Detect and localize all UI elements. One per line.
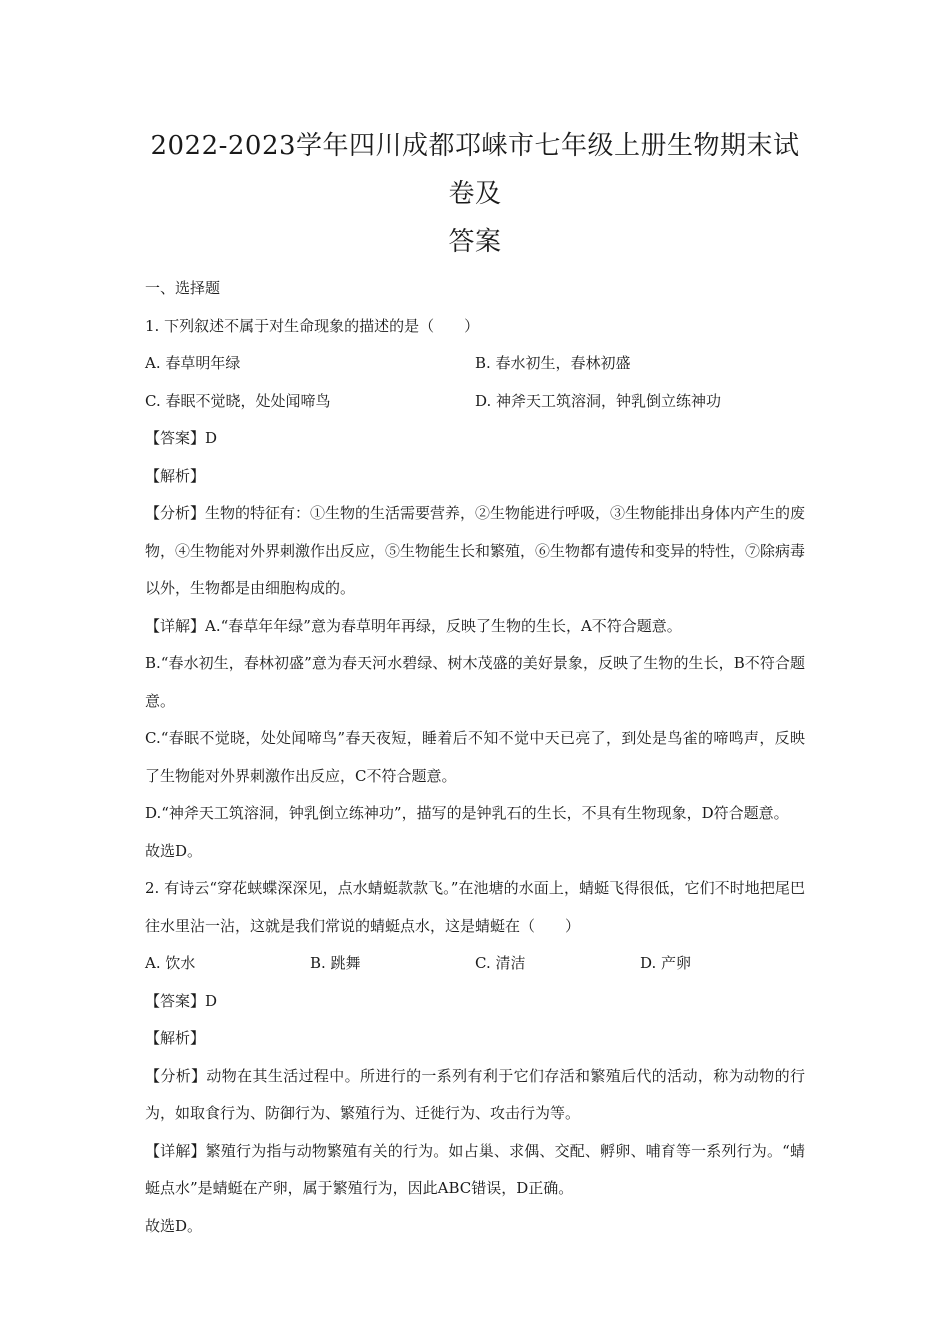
q2-option-a: A. 饮水 <box>145 954 196 972</box>
q1-option-d: D. 神斧天工筑溶洞，钟乳倒立练神功 <box>475 391 722 410</box>
q1-answer: 【答案】D <box>145 429 218 447</box>
title-line-1: 2022-2023学年四川成都邛崃市七年级上册生物期末试卷及 <box>150 131 800 209</box>
q2-analysis-heading: 【解析】 <box>145 1029 206 1047</box>
question-1-options <box>145 345 805 383</box>
q2-option-c: C. 清洁 <box>475 954 526 972</box>
q1-analysis: 【分析】生物的特征有：①生物的生活需要营养，②生物能进行呼吸，③生物能排出身体内产生的废物，④生物能对外界刺激作出反应，⑤生物能生长和繁殖，⑥生物都有遗传和变异的特性，⑦除病毒以外，生物都是由细胞构成的。 <box>145 504 806 597</box>
title-line-2: 答案 <box>448 227 502 257</box>
q1-detail-a: 【详解】A.“春草年年绿”意为春草明年再绿，反映了生物的生长，A不符合题意。 <box>145 616 682 635</box>
q2-choose: 故选D。 <box>145 1216 203 1235</box>
question-2-stem: 2. 有诗云“穿花蛱蝶深深见，点水蜻蜓款款飞。”在池塘的水面上，蜻蜓飞得很低，它们不时地把尾巴往水里沾一沾，这就是我们常说的蜻蜓点水，这是蜻蜓在（ ） <box>145 879 805 935</box>
q1-detail-c: C.“春眠不觉晓，处处闻啼鸟”春天夜短，睡着后不知不觉中天已亮了，到处是鸟雀的啼鸣声，反映了生物能对外界刺激作出反应，C不符合题意。 <box>145 729 805 785</box>
q2-analysis: 【分析】动物在其生活过程中。所进行的一系列有利于它们存活和繁殖后代的活动，称为动物的行为，如取食行为、防御行为、繁殖行为、迁徙行为、攻击行为等。 <box>145 1066 805 1122</box>
q2-detail: 【详解】繁殖行为指与动物繁殖有关的行为。如占巢、求偶、交配、孵卵、哺育等一系列行为。“蜻蜓点水”是蜻蜓在产卵，属于繁殖行为，因此ABC错误，D正确。 <box>145 1141 805 1197</box>
q1-option-c: C. 春眠不觉晓，处处闻啼鸟 <box>145 391 331 410</box>
section-heading: 一、选择题 <box>145 279 221 297</box>
question-1-stem: 1. 下列叙述不属于对生命现象的描述的是（ ） <box>145 316 480 335</box>
q1-detail-d: D.“神斧天工筑溶洞，钟乳倒立练神功”，描写的是钟乳石的生长，不具有生物现象，D符合题意。 <box>145 804 789 822</box>
q1-analysis-heading: 【解析】 <box>145 466 206 485</box>
question-1-options-row2 <box>145 383 805 421</box>
q1-detail-b: B.“春水初生，春林初盛”意为春天河水碧绿、树木茂盛的美好景象，反映了生物的生长，B不符合题意。 <box>145 654 805 710</box>
q2-answer: 【答案】D <box>145 991 218 1010</box>
q1-option-a: A. 春草明年绿 <box>145 354 241 372</box>
q1-choose: 故选D。 <box>145 841 203 860</box>
document-title <box>145 0 805 266</box>
q1-option-b: B. 春水初生，春林初盛 <box>475 354 631 372</box>
question-2-options <box>145 945 805 983</box>
q2-option-d: D. 产卵 <box>640 954 692 972</box>
q2-option-b: B. 跳舞 <box>310 954 361 972</box>
